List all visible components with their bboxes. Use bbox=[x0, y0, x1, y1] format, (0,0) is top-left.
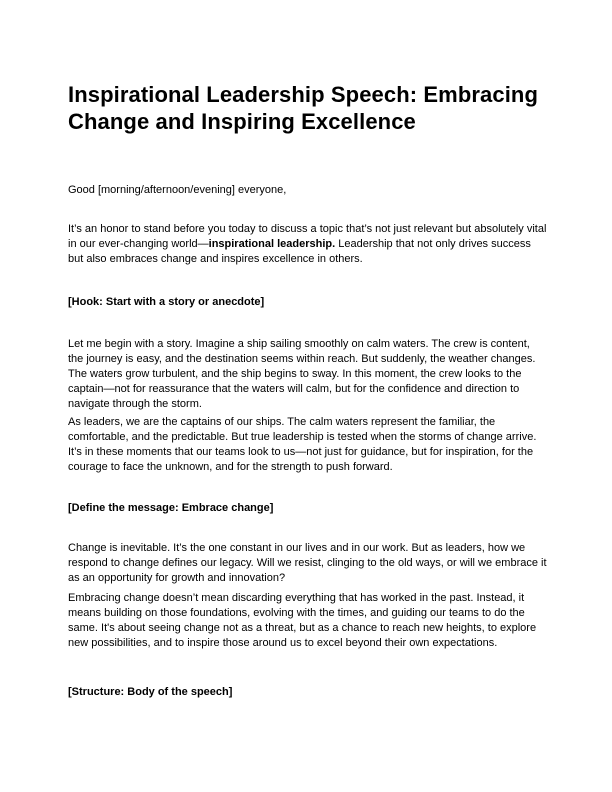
hook-section-heading: [Hook: Start with a story or anecdote] bbox=[68, 296, 265, 308]
define-message-section-heading: [Define the message: Embrace change] bbox=[68, 502, 274, 514]
intro-paragraph-post: Leadership that not only drives success but also embraces change and inspires excellence in others. bbox=[68, 238, 531, 265]
intro-paragraph-pre: It’s an honor to stand before you today to discuss a topic that’s not just relevant but absolutely vital in our ever-changing world— bbox=[68, 223, 547, 250]
story-paragraph-1: Let me begin with a story. Imagine a ship sailing smoothly on calm waters. The crew is content, the journey is easy, and the destination seems within reach. But suddenly, the weather changes. The waters grow turbulent, and the ship begins to sway. In this moment, the crew looks to the captain—not for reassurance that the waters will calm, but for the confidence and direction to navigate through the storm. bbox=[68, 338, 536, 410]
greeting-line: Good [morning/afternoon/evening] everyone, bbox=[68, 184, 287, 196]
structure-section-heading: [Structure: Body of the speech] bbox=[68, 686, 233, 698]
story-paragraph-2: As leaders, we are the captains of our ships. The calm waters represent the familiar, the comfortable, and the predictable. But true leadership is tested when the storms of change arrive. It’s in these moments that our teams look to us—not just for guidance, but for inspiration, for the courage to face the unknown, and for the strength to push forward. bbox=[68, 416, 537, 473]
change-paragraph-1: Change is inevitable. It’s the one constant in our lives and in our work. But as leaders, how we respond to change defines our legacy. Will we resist, clinging to the old ways, or will we embrace it as an opportunity for growth and innovation? bbox=[68, 542, 547, 584]
intro-paragraph bbox=[68, 222, 548, 267]
intro-paragraph-bold-phrase: inspirational leadership. bbox=[208, 238, 336, 250]
document-title: Inspirational Leadership Speech: Embracing Change and Inspiring Excellence bbox=[68, 81, 538, 134]
change-paragraph-2: Embracing change doesn’t mean discarding everything that has worked in the past. Instead, it means building on those foundations, evolving with the times, and guiding our teams to do the same. It's about seeing change not as a threat, but as a chance to reach new heights, to explore new possibilities, and to inspire those around us to excel beyond their own expectations. bbox=[68, 592, 537, 649]
